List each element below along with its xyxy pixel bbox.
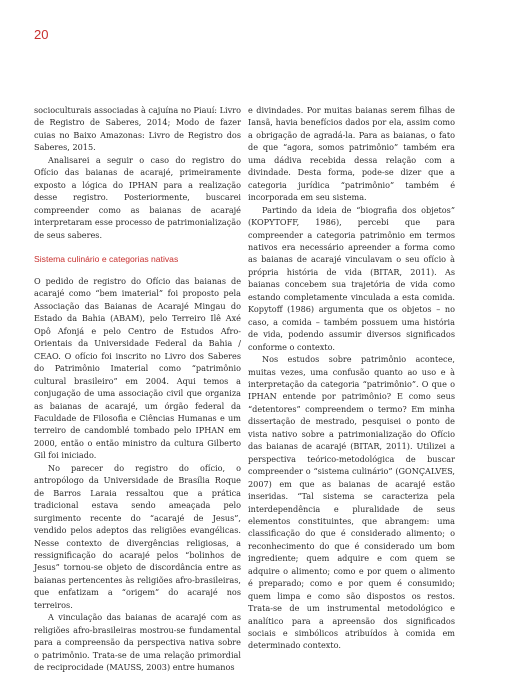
paragraph: A vinculação das baianas de acarajé com as religiões afro-brasileiras mostrou-se fundamental para a compreensão da perspectiva nativa sobre o patrimônio. Trata-se de uma relação primordial de reciprocidade (MAUSS, 2003) entre humanos — [34, 612, 241, 673]
paragraph: O pedido de registro do Ofício das baianas de acarajé como “bem imaterial” foi proposto pela Associação das Baianas de Acarajé Mingau do Estado da Bahia (ABAM), pelo Terreiro Ilê Axé Opô Afonjá e pelo Centro de Estudos Afro-Orientais da Universidade Federal da Bahia / CEAO. O ofício foi inscrito no Livro dos Saberes do Patrimônio Imaterial como “patrimônio cultural brasileiro” em 2004. Aqui temos a conjugação de uma associação civil que organiza as baianas de acarajé, um órgão federal da Faculdade de Filosofia e Ciências Humanas e um terreiro de candomblé tombado pelo IPHAN em 2000, então o então ministro da cultura Gilberto Gil foi iniciado. — [34, 275, 241, 461]
paragraph: Nos estudos sobre patrimônio acontece, muitas vezes, uma confusão quanto ao uso e à interpretação da categoria “patrimônio”. O que o IPHAN entende por patrimônio? E como seus “detentores” compreendem o termo? Em minha dissertação de mestrado, pesquisei o ponto de vista nativo sobre a patrimonialização do Ofício das baianas de acarajé (BITAR, 2011). Utilizei a perspectiva teórico-metodológica de buscar compreender o “sistema culinário” (GONÇALVES, 2007) em que as baianas de acarajé estão inseridas. “Tal sistema se caracteriza pela interdependência e pluralidade de seus elementos constituintes, que abrangem: uma classificação do que é considerado alimento; o reconhecimento do que é considerado um bom ingrediente; quem adquire e com quem se adquire o alimento; como e por quem o alimento é preparado; como e por quem é consumido; quem limpa e como são dispostos os restos. Trata-se de um instrumental metodológico e analítico para a apreensão dos significados sociais e simbólicos atribuídos à comida em determinado contexto. — [248, 354, 455, 651]
right-column — [248, 104, 455, 652]
paragraph: Analisarei a seguir o caso do registro do Ofício das baianas de acarajé, primeiramente exposto a lógica do IPHAN para a realização desse registro. Posteriormente, buscarei compreender como as baianas de acarajé interpretaram esse processo de patrimonialização de seus saberes. — [34, 154, 241, 240]
paragraph: No parecer do registro do ofício, o antropólogo da Universidade de Brasília Roque de Barros Laraia ressaltou que a prática tradicional estava sendo ameaçada pelo surgimento recente do “acarajé de Jesus”, vendido pelos adeptos das religiões evangélicas. Nesse contexto de divergências religiosas, a ressignificação do acarajé pelos “bolinhos de Jesus” tornou-se objeto de discordância entre as baianas pertencentes às religiões afro-brasileiras, que enfatizam a “origem” do acarajé nos terreiros. — [34, 462, 241, 610]
paragraph: e divindades. Por muitas baianas serem filhas de Iansã, havia benefícios dados por ela, assim como a obrigação de agradá-la. Para as baianas, o fato de que “agora, somos patrimônio” também era uma dádiva recebida dessa relação com a divindade. Desta forma, pode-se dizer que a categoria jurídica “patrimônio” também é incorporada em seu sistema. — [248, 105, 455, 203]
page-number: 20 — [34, 27, 49, 42]
section-heading: Sistema culinário e categorias nativas — [34, 253, 179, 264]
paragraph: socioculturais associadas à cajuína no Piauí: Livro de Registro de Saberes, 2014; Modo de fazer cuias no Baixo Amazonas: Livro de Registro dos Saberes, 2015. — [34, 105, 241, 153]
paragraph: Partindo da ideia de “biografia dos objetos” (KOPYTOFF, 1986), percebi que para compreender a categoria patrimônio em termos nativos era necessário apreender a forma como as baianas de acarajé vinculavam o seu ofício à própria história de vida (BITAR, 2011). As baianas concebem sua trajetória de vida como estando completamente vinculada a esta comida. Kopytoff (1986) argumenta que os objetos – no caso, a comida – também possuem uma história de vida, podendo assumir diversos significados conforme o contexto. — [248, 204, 455, 352]
left-column — [34, 104, 241, 673]
